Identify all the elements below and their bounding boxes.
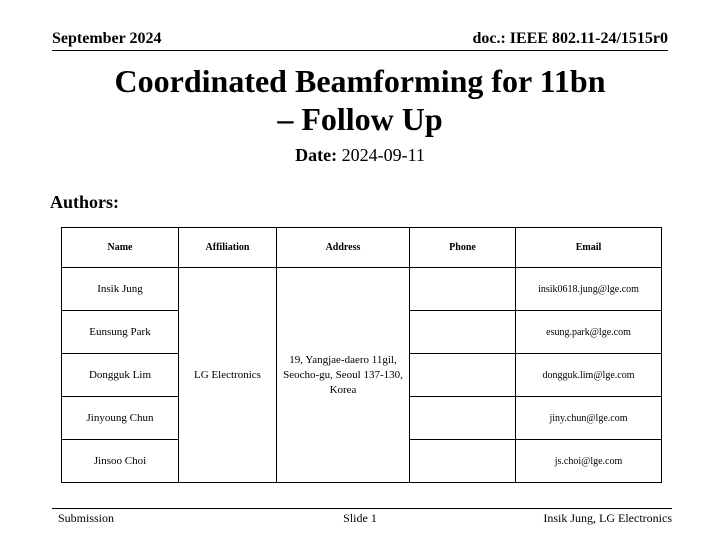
author-name: Jinsoo Choi [62, 440, 179, 483]
author-affiliation: LG Electronics [179, 268, 277, 483]
author-phone [410, 311, 516, 354]
author-phone [410, 354, 516, 397]
author-email: esung.park@lge.com [516, 311, 662, 354]
author-address: 19, Yangjae-daero 11gil, Seocho-gu, Seoul 137-130, Korea [277, 268, 410, 483]
footer-author: Insik Jung, LG Electronics [543, 511, 672, 525]
column-header-phone: Phone [410, 228, 516, 268]
column-header-affiliation: Affiliation [179, 228, 277, 268]
date-line [0, 145, 720, 166]
column-header-address: Address [277, 228, 410, 268]
header-divider [52, 50, 668, 51]
authors-table [61, 227, 662, 483]
author-phone [410, 440, 516, 483]
table-row [62, 268, 662, 311]
title-line-1: Coordinated Beamforming for 11bn [114, 63, 606, 99]
author-name: Eunsung Park [62, 311, 179, 354]
header-date: September 2024 [52, 30, 162, 47]
slide-title [60, 62, 660, 138]
column-header-email: Email [516, 228, 662, 268]
author-email: js.choi@lge.com [516, 440, 662, 483]
footer-submission: Submission [58, 511, 115, 525]
header-doc-id: doc.: IEEE 802.11-24/1515r0 [472, 30, 668, 47]
author-phone [410, 268, 516, 311]
author-name: Jinyoung Chun [62, 397, 179, 440]
table-header-row [62, 228, 662, 268]
date-value: 2024-09-11 [341, 145, 425, 165]
author-name: Dongguk Lim [62, 354, 179, 397]
footer-divider [52, 508, 672, 509]
author-name: Insik Jung [62, 268, 179, 311]
author-phone [410, 397, 516, 440]
author-email: dongguk.lim@lge.com [516, 354, 662, 397]
title-line-2: – Follow Up [277, 101, 443, 137]
date-label: Date: [295, 145, 338, 165]
authors-heading: Authors: [50, 192, 120, 212]
author-email: insik0618.jung@lge.com [516, 268, 662, 311]
column-header-name: Name [62, 228, 179, 268]
footer-slide-number: Slide 1 [343, 511, 377, 525]
author-email: jiny.chun@lge.com [516, 397, 662, 440]
